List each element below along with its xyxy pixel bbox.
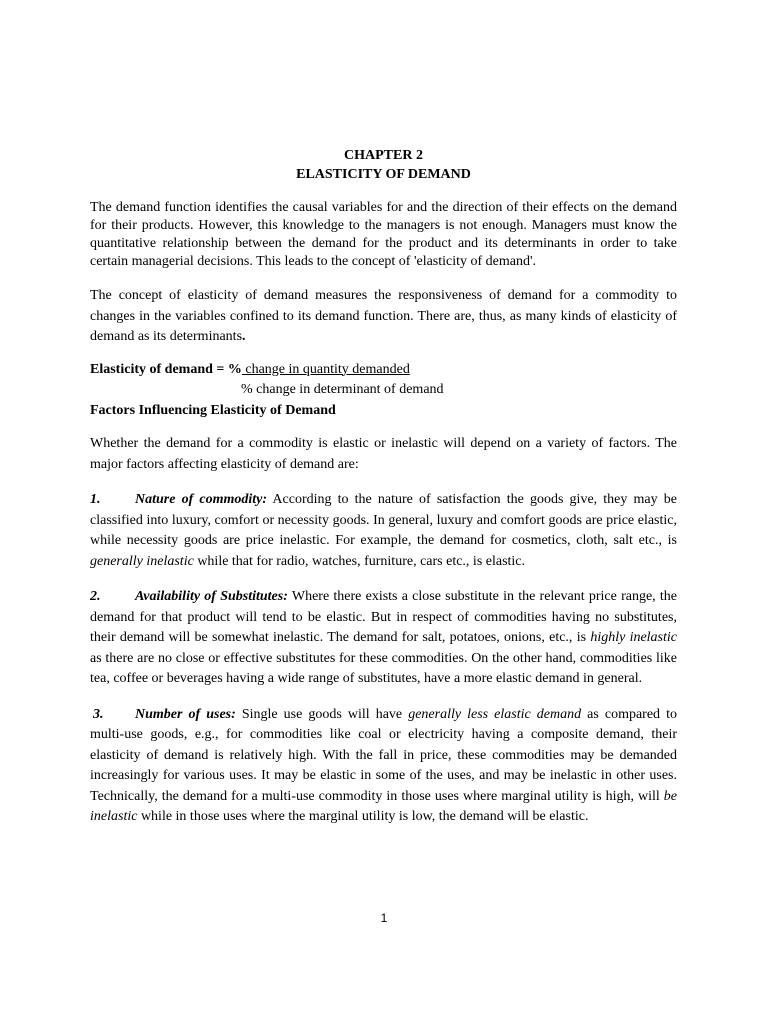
item-emphasis: generally inelastic [90, 553, 194, 569]
item-text: as compared to multi-use goods, e.g., for commodities like coal or electricity having a composite demand, their elasticity of demand is relatively high. With the fall in price, these commodities may be demanded increasingly for various uses. It may be elastic in some of the uses, and may be inelastic in other uses. Technically, the demand for a multi-use commodity in those uses where marginal utility is high, will [90, 706, 677, 804]
item-emphasis: generally less elastic demand [408, 706, 582, 722]
item-text: According to the nature of satisfaction the goods give, they may be classified into luxury, comfort or necessity goods. In general, luxury and comfort goods are price elastic, while necessity goods are price inelastic. For example, the demand for cosmetics, cloth, salt etc., is [90, 492, 677, 548]
item-text: as there are no close or effective substitutes for these commodities. On the other hand, commodities like tea, coffee or beverages having a wide range of substitutes, have a more elastic demand in general. [90, 650, 677, 686]
page-number: 1 [380, 911, 388, 925]
concept-paragraph [90, 286, 677, 348]
formula-numerator: change in quantity demanded [241, 361, 410, 377]
chapter-title: ELASTICITY OF DEMAND [296, 167, 471, 182]
formula-label: Elasticity of demand = % [90, 361, 242, 377]
chapter-number: CHAPTER 2 [344, 148, 423, 163]
item-number: 1. [90, 492, 101, 507]
factor-item-nature [90, 490, 677, 572]
item-emphasis: highly inelastic [590, 630, 678, 645]
factors-intro: Whether the demand for a commodity is elastic or inelastic will depend on a variety of factors. The major factors affecting elasticity of demand are: [90, 436, 677, 472]
item-emphasis: be inelastic [90, 788, 677, 824]
elasticity-formula [90, 360, 677, 381]
item-term: Availability of Substitutes: [135, 589, 288, 604]
item-number: 3. [93, 706, 104, 722]
concept-text: The concept of elasticity of demand measures the responsiveness of demand for a commodity to changes in the variables confined to its demand function. There are, thus, as many kinds of elasticity of demand as its determinants [90, 288, 677, 344]
intro-paragraph: The demand function identifies the causal variables for and the direction of their effects on the demand for their products. However, this knowledge to the managers is not enough. Managers must know the quantitative relationship between the demand for the product and its determinants in order to take certain managerial decisions. This leads to the concept of 'elasticity of demand'. [90, 200, 677, 269]
concept-end: . [242, 329, 246, 344]
item-term: Number of uses: [135, 706, 236, 722]
factors-heading: Factors Influencing Elasticity of Demand [90, 402, 336, 418]
item-text: Single use goods will have [235, 706, 409, 722]
factor-item-uses [90, 705, 677, 828]
item-term: Nature of commodity: [135, 492, 268, 507]
formula-denominator: % change in determinant of demand [241, 382, 444, 397]
item-number: 2. [90, 589, 101, 604]
page-content [90, 144, 677, 828]
factor-item-substitutes [90, 587, 677, 690]
item-text: Where there exists a close substitute in the relevant price range, the demand for that product will tend to be elastic. But in respect of commodities having no substitutes, their demand will be somewhat inelastic. The demand for salt, potatoes, onions, etc., is [90, 589, 677, 645]
item-text: while that for radio, watches, furniture, cars etc., is elastic. [193, 553, 526, 569]
item-text: while in those uses where the marginal utility is low, the demand will be elastic. [137, 809, 589, 824]
